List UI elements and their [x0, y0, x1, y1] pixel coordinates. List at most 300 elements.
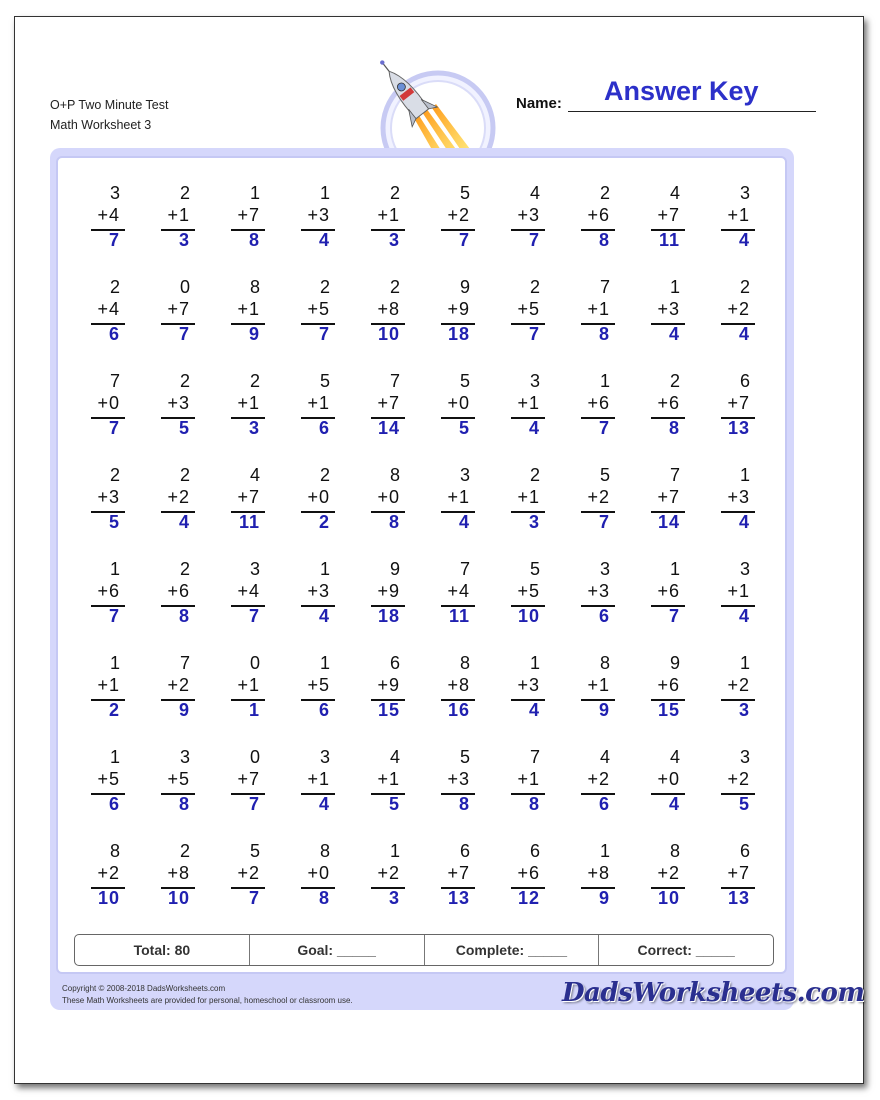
- addend-top: 2: [389, 277, 400, 297]
- problem: [560, 465, 630, 555]
- problem: [630, 277, 700, 367]
- addend-top: 4: [669, 747, 680, 767]
- answer: 8: [458, 794, 470, 814]
- problem: [420, 183, 490, 273]
- addend-bottom: +7: [237, 487, 260, 507]
- addend-bottom: +7: [447, 863, 470, 883]
- answer: 8: [178, 794, 190, 814]
- answer: 6: [108, 324, 120, 344]
- answer: 3: [388, 888, 400, 908]
- answer: 4: [318, 606, 330, 626]
- answer: 4: [528, 700, 540, 720]
- answer: 6: [318, 418, 330, 438]
- problem: [140, 371, 210, 461]
- problem: [700, 183, 770, 273]
- addend-top: 1: [109, 559, 120, 579]
- addend-top: 0: [249, 747, 260, 767]
- addend-top: 1: [599, 371, 610, 391]
- addend-top: 1: [109, 653, 120, 673]
- addend-bottom: +1: [307, 393, 330, 413]
- addend-top: 6: [389, 653, 400, 673]
- total-count: Total: 80: [75, 935, 250, 965]
- addend-bottom: +3: [167, 393, 190, 413]
- addend-top: 1: [389, 841, 400, 861]
- answer: 13: [727, 418, 750, 438]
- problem: [210, 559, 280, 649]
- problem: [70, 841, 140, 931]
- problem: [210, 653, 280, 743]
- answer: 7: [108, 230, 120, 250]
- addend-bottom: +1: [307, 769, 330, 789]
- addend-top: 0: [179, 277, 190, 297]
- addend-bottom: +2: [727, 769, 750, 789]
- problem: [560, 653, 630, 743]
- problem: [280, 841, 350, 931]
- addend-bottom: +1: [727, 205, 750, 225]
- addend-top: 7: [109, 371, 120, 391]
- addend-bottom: +2: [167, 487, 190, 507]
- addend-bottom: +6: [167, 581, 190, 601]
- answer: 8: [178, 606, 190, 626]
- addend-top: 9: [459, 277, 470, 297]
- addend-top: 2: [319, 465, 330, 485]
- answer: 6: [598, 794, 610, 814]
- answer: 4: [528, 418, 540, 438]
- addend-bottom: +1: [517, 393, 540, 413]
- problem: [210, 371, 280, 461]
- problem: [560, 841, 630, 931]
- addend-bottom: +1: [727, 581, 750, 601]
- addend-top: 6: [459, 841, 470, 861]
- addend-top: 8: [599, 653, 610, 673]
- addend-top: 8: [389, 465, 400, 485]
- answer: 4: [458, 512, 470, 532]
- problem: [350, 653, 420, 743]
- problem: [420, 277, 490, 367]
- addend-bottom: +9: [377, 581, 400, 601]
- problem: [630, 653, 700, 743]
- answer: 9: [178, 700, 190, 720]
- problem: [70, 277, 140, 367]
- answer: 7: [458, 230, 470, 250]
- problem: [140, 841, 210, 931]
- addend-bottom: +4: [237, 581, 260, 601]
- goal-field: Goal: _____: [250, 935, 425, 965]
- answer: 10: [517, 606, 540, 626]
- addend-top: 5: [459, 747, 470, 767]
- addend-top: 2: [179, 183, 190, 203]
- addend-top: 8: [459, 653, 470, 673]
- problem: [70, 653, 140, 743]
- addend-bottom: +3: [517, 205, 540, 225]
- addend-bottom: +1: [237, 675, 260, 695]
- addend-bottom: +1: [517, 487, 540, 507]
- answer: 6: [108, 794, 120, 814]
- problem: [280, 559, 350, 649]
- answer: 4: [668, 794, 680, 814]
- problem: [280, 465, 350, 555]
- addend-bottom: +1: [167, 205, 190, 225]
- problem: [350, 277, 420, 367]
- addend-top: 1: [669, 277, 680, 297]
- problem: [70, 465, 140, 555]
- answer: 7: [598, 418, 610, 438]
- problem: [420, 747, 490, 837]
- addend-top: 2: [599, 183, 610, 203]
- problem: [70, 183, 140, 273]
- addend-top: 9: [669, 653, 680, 673]
- addend-top: 3: [599, 559, 610, 579]
- problem: [280, 277, 350, 367]
- problem: [280, 747, 350, 837]
- problem: [280, 183, 350, 273]
- answer: 6: [598, 606, 610, 626]
- addend-bottom: +2: [727, 299, 750, 319]
- addend-bottom: +0: [307, 863, 330, 883]
- answer: 18: [377, 606, 400, 626]
- addend-top: 2: [109, 277, 120, 297]
- answer: 2: [108, 700, 120, 720]
- problem: [490, 371, 560, 461]
- answer: 3: [528, 512, 540, 532]
- answer: 15: [377, 700, 400, 720]
- answer: 13: [727, 888, 750, 908]
- addend-top: 3: [739, 559, 750, 579]
- answer: 7: [668, 606, 680, 626]
- problem: [420, 371, 490, 461]
- addend-top: 5: [459, 183, 470, 203]
- answer: 5: [178, 418, 190, 438]
- problem: [700, 841, 770, 931]
- answer: 11: [658, 230, 680, 250]
- answer: 16: [447, 700, 470, 720]
- addend-top: 1: [739, 653, 750, 673]
- answer: 8: [598, 230, 610, 250]
- addend-top: 3: [109, 183, 120, 203]
- problem: [560, 559, 630, 649]
- answer: 11: [238, 512, 260, 532]
- addend-bottom: +0: [97, 393, 120, 413]
- addend-bottom: +6: [587, 393, 610, 413]
- answer: 12: [517, 888, 540, 908]
- addend-bottom: +2: [447, 205, 470, 225]
- addend-top: 4: [249, 465, 260, 485]
- problem: [490, 653, 560, 743]
- problem: [630, 747, 700, 837]
- problem: [630, 183, 700, 273]
- addend-bottom: +6: [517, 863, 540, 883]
- addend-top: 2: [319, 277, 330, 297]
- answer-key-label: Answer Key: [604, 76, 759, 106]
- answer: 10: [657, 888, 680, 908]
- answer: 5: [388, 794, 400, 814]
- addend-top: 5: [459, 371, 470, 391]
- problem: [560, 747, 630, 837]
- problem: [210, 277, 280, 367]
- addend-bottom: +6: [97, 581, 120, 601]
- answer: 7: [248, 888, 260, 908]
- answer: 4: [318, 230, 330, 250]
- problem: [630, 465, 700, 555]
- addend-top: 4: [389, 747, 400, 767]
- problem: [420, 465, 490, 555]
- problem: [700, 559, 770, 649]
- answer: 2: [318, 512, 330, 532]
- answer: 8: [528, 794, 540, 814]
- answer: 5: [458, 418, 470, 438]
- addend-bottom: +5: [97, 769, 120, 789]
- addend-bottom: +8: [587, 863, 610, 883]
- problem: [350, 465, 420, 555]
- addend-top: 2: [669, 371, 680, 391]
- answer: 14: [377, 418, 400, 438]
- answer: 10: [97, 888, 120, 908]
- addend-bottom: +2: [167, 675, 190, 695]
- answer: 7: [528, 230, 540, 250]
- addend-bottom: +1: [587, 299, 610, 319]
- answer: 7: [108, 606, 120, 626]
- addend-bottom: +5: [307, 675, 330, 695]
- answer: 9: [248, 324, 260, 344]
- answer: 4: [738, 230, 750, 250]
- addend-bottom: +7: [727, 863, 750, 883]
- addend-top: 1: [319, 183, 330, 203]
- answer: 7: [318, 324, 330, 344]
- addend-bottom: +3: [657, 299, 680, 319]
- answer: 14: [657, 512, 680, 532]
- problem: [280, 371, 350, 461]
- addend-top: 3: [529, 371, 540, 391]
- addend-bottom: +6: [657, 581, 680, 601]
- problem: [490, 559, 560, 649]
- addend-top: 1: [319, 653, 330, 673]
- name-line: [568, 111, 816, 112]
- answer: 1: [248, 700, 260, 720]
- addend-top: 8: [109, 841, 120, 861]
- problem: [210, 183, 280, 273]
- addend-top: 3: [249, 559, 260, 579]
- copyright-line: Copyright © 2008-2018 DadsWorksheets.com: [62, 984, 226, 993]
- addend-bottom: +1: [377, 205, 400, 225]
- answer: 10: [167, 888, 190, 908]
- addend-bottom: +9: [447, 299, 470, 319]
- addend-bottom: +7: [237, 769, 260, 789]
- worksheet-title: O+P Two Minute Test: [50, 98, 169, 112]
- problem: [420, 841, 490, 931]
- addend-top: 2: [179, 371, 190, 391]
- addend-bottom: +3: [447, 769, 470, 789]
- answer: 13: [447, 888, 470, 908]
- addend-bottom: +5: [517, 581, 540, 601]
- problem: [630, 841, 700, 931]
- problem: [350, 559, 420, 649]
- addend-bottom: +4: [97, 205, 120, 225]
- addend-top: 8: [249, 277, 260, 297]
- addend-bottom: +5: [167, 769, 190, 789]
- addend-bottom: +7: [727, 393, 750, 413]
- addend-bottom: +8: [447, 675, 470, 695]
- answer: 7: [598, 512, 610, 532]
- addend-bottom: +5: [517, 299, 540, 319]
- answer: 8: [248, 230, 260, 250]
- addend-top: 8: [319, 841, 330, 861]
- addend-bottom: +1: [447, 487, 470, 507]
- problem: [140, 559, 210, 649]
- problem: [140, 747, 210, 837]
- problem: [700, 277, 770, 367]
- answer: 3: [248, 418, 260, 438]
- problem: [700, 747, 770, 837]
- problem: [630, 559, 700, 649]
- answer: 7: [178, 324, 190, 344]
- addend-bottom: +1: [587, 675, 610, 695]
- addend-bottom: +6: [657, 675, 680, 695]
- addend-bottom: +0: [307, 487, 330, 507]
- addend-bottom: +0: [657, 769, 680, 789]
- problem: [70, 371, 140, 461]
- score-bar: [74, 934, 774, 966]
- problem: [70, 747, 140, 837]
- addend-bottom: +2: [377, 863, 400, 883]
- answer: 5: [108, 512, 120, 532]
- problem: [70, 559, 140, 649]
- addend-bottom: +2: [237, 863, 260, 883]
- addend-bottom: +2: [587, 769, 610, 789]
- addend-bottom: +1: [237, 299, 260, 319]
- addend-bottom: +7: [167, 299, 190, 319]
- addend-top: 6: [739, 841, 750, 861]
- addend-top: 7: [389, 371, 400, 391]
- addend-bottom: +8: [377, 299, 400, 319]
- addend-bottom: +3: [307, 581, 330, 601]
- problem: [210, 747, 280, 837]
- problem: [140, 653, 210, 743]
- addend-bottom: +1: [97, 675, 120, 695]
- addend-bottom: +7: [237, 205, 260, 225]
- answer: 7: [248, 606, 260, 626]
- addend-top: 1: [249, 183, 260, 203]
- addend-bottom: +1: [377, 769, 400, 789]
- addend-top: 2: [109, 465, 120, 485]
- answer: 6: [318, 700, 330, 720]
- problem: [140, 277, 210, 367]
- addend-bottom: +7: [657, 487, 680, 507]
- problem: [700, 653, 770, 743]
- addend-bottom: +1: [517, 769, 540, 789]
- problem: [350, 371, 420, 461]
- addend-top: 5: [529, 559, 540, 579]
- addend-bottom: +3: [307, 205, 330, 225]
- problem: [560, 183, 630, 273]
- addend-top: 2: [389, 183, 400, 203]
- addend-top: 3: [319, 747, 330, 767]
- answer: 4: [738, 324, 750, 344]
- addend-top: 1: [529, 653, 540, 673]
- problem: [490, 747, 560, 837]
- addend-top: 5: [249, 841, 260, 861]
- answer: 4: [738, 606, 750, 626]
- problem: [700, 371, 770, 461]
- answer: 4: [178, 512, 190, 532]
- answer: 4: [318, 794, 330, 814]
- correct-field: Correct: _____: [637, 942, 735, 958]
- problem: [700, 465, 770, 555]
- problem: [630, 371, 700, 461]
- addend-bottom: +1: [237, 393, 260, 413]
- worksheet-subtitle: Math Worksheet 3: [50, 118, 152, 132]
- usage-line: These Math Worksheets are provided for personal, homeschool or classroom use.: [62, 996, 353, 1005]
- answer: 8: [598, 324, 610, 344]
- addend-top: 3: [739, 747, 750, 767]
- addend-bottom: +3: [517, 675, 540, 695]
- addend-top: 4: [599, 747, 610, 767]
- problem: [560, 277, 630, 367]
- addend-top: 4: [669, 183, 680, 203]
- addend-top: 2: [179, 559, 190, 579]
- addend-bottom: +6: [657, 393, 680, 413]
- answer: 4: [738, 512, 750, 532]
- addend-bottom: +2: [97, 863, 120, 883]
- addend-top: 7: [529, 747, 540, 767]
- addend-top: 7: [599, 277, 610, 297]
- addend-bottom: +8: [167, 863, 190, 883]
- answer: 3: [388, 230, 400, 250]
- answer: 11: [448, 606, 470, 626]
- addend-top: 7: [179, 653, 190, 673]
- addend-top: 7: [669, 465, 680, 485]
- addend-bottom: +3: [727, 487, 750, 507]
- problem: [140, 465, 210, 555]
- addend-top: 2: [249, 371, 260, 391]
- answer: 7: [528, 324, 540, 344]
- addend-top: 6: [739, 371, 750, 391]
- answer: 9: [598, 700, 610, 720]
- answer: 18: [447, 324, 470, 344]
- addend-top: 3: [459, 465, 470, 485]
- problem: [280, 653, 350, 743]
- problem: [490, 841, 560, 931]
- problem: [420, 653, 490, 743]
- addend-top: 4: [529, 183, 540, 203]
- answer: 15: [657, 700, 680, 720]
- addend-top: 1: [599, 841, 610, 861]
- addend-bottom: +3: [587, 581, 610, 601]
- answer: 8: [388, 512, 400, 532]
- addend-bottom: +9: [377, 675, 400, 695]
- answer: 9: [598, 888, 610, 908]
- problem: [140, 183, 210, 273]
- addend-top: 3: [179, 747, 190, 767]
- answer: 10: [377, 324, 400, 344]
- addend-bottom: +2: [587, 487, 610, 507]
- answer: 4: [668, 324, 680, 344]
- problem: [420, 559, 490, 649]
- addend-top: 1: [669, 559, 680, 579]
- answer: 8: [668, 418, 680, 438]
- addend-top: 1: [319, 559, 330, 579]
- addend-bottom: +6: [587, 205, 610, 225]
- problem: [490, 277, 560, 367]
- addend-top: 1: [109, 747, 120, 767]
- addend-top: 7: [459, 559, 470, 579]
- answer: 7: [108, 418, 120, 438]
- dadsworksheets-logo: DadsWorksheets.com: [562, 978, 865, 1008]
- answer: 5: [738, 794, 750, 814]
- problem: [490, 465, 560, 555]
- addend-bottom: +0: [377, 487, 400, 507]
- addend-top: 5: [319, 371, 330, 391]
- addend-top: 5: [599, 465, 610, 485]
